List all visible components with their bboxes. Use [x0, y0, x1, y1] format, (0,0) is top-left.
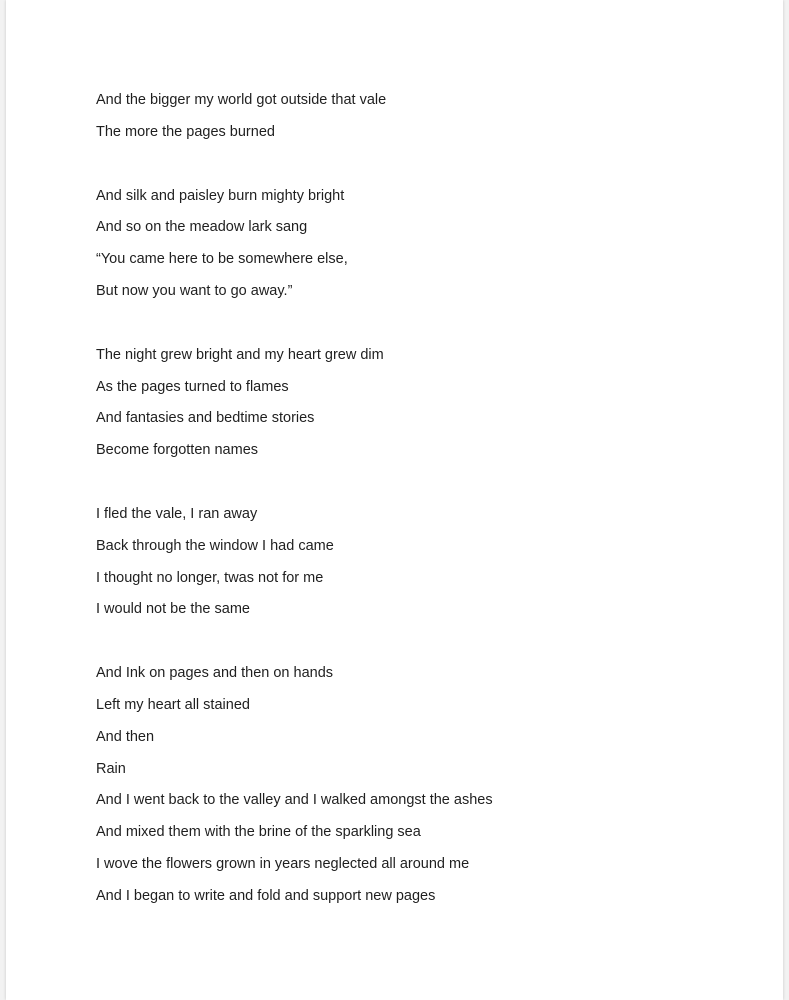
poem-line: And then — [96, 728, 155, 745]
poem-text — [96, 89, 736, 949]
stanza-3 — [96, 344, 736, 471]
poem-line: Rain — [96, 760, 126, 777]
poem-line: I fled the vale, I ran away — [96, 505, 258, 522]
poem-line: I thought no longer, twas not for me — [96, 569, 324, 586]
poem-line: Left my heart all stained — [96, 696, 250, 713]
poem-line: And fantasies and bedtime stories — [96, 410, 315, 427]
poem-line: As the pages turned to flames — [96, 378, 289, 395]
poem-line: Become forgotten names — [96, 442, 259, 459]
poem-line: But now you want to go away.” — [96, 282, 293, 299]
poem-line: The more the pages burned — [96, 123, 275, 140]
poem-line: I would not be the same — [96, 601, 250, 618]
stanza-1 — [96, 89, 736, 153]
poem-line: “You came here to be somewhere else, — [96, 251, 348, 268]
poem-line: The night grew bright and my heart grew dim — [96, 346, 384, 363]
poem-line: And so on the meadow lark sang — [96, 219, 308, 236]
poem-line: Back through the window I had came — [96, 537, 334, 554]
stanza-5 — [96, 662, 736, 916]
stanza-4 — [96, 503, 736, 630]
poem-line: And I went back to the valley and I walked amongst the ashes — [96, 792, 493, 809]
stanza-2 — [96, 185, 736, 312]
poem-line: And silk and paisley burn mighty bright — [96, 187, 345, 204]
poem-line: And Ink on pages and then on hands — [96, 665, 334, 682]
poem-line: And I began to write and fold and support new pages — [96, 887, 436, 904]
poem-line: And the bigger my world got outside that vale — [96, 92, 387, 108]
poem-line: And mixed them with the brine of the sparkling sea — [96, 824, 421, 841]
poem-line: I wove the flowers grown in years neglected all around me — [96, 855, 470, 872]
document-page — [6, 0, 783, 1000]
